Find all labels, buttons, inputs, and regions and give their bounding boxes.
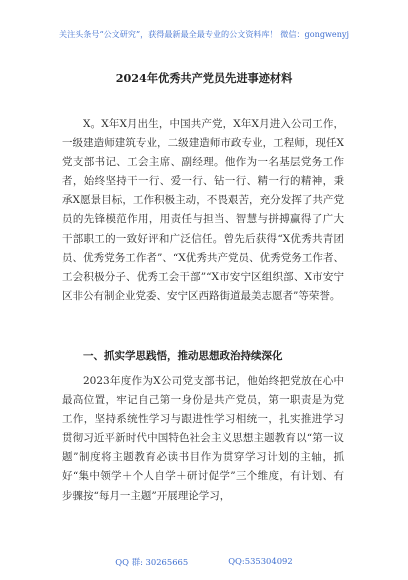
footer-qq-group: QQ 群: 30265665: [115, 557, 189, 567]
footer-contact: [0, 556, 408, 568]
section-heading: 一、抓实学思践悟，推动思想政治持续深化: [83, 350, 283, 362]
document-title: 2024年优秀共产党员先进事迹材料: [115, 71, 293, 85]
footer-qq: QQ:535304092: [228, 556, 293, 566]
header-note: 关注头条号“公文研究”，获得最新最全最专业的公文资料库！ 微信：gongwenyj: [58, 29, 350, 39]
body-paragraph-intro: X。X年X月出生，中国共产党，X年X月进入公司工作，一级建造师建筑专业，二级建造师市政专业，工程师，现任X党支部书记、工会主席、副经理。他作为一名基层党务工作者，始终坚持干一行、爱一行、钻一行、精一行的精神，秉承X愿景目标，工作积极主动，不畏艰苦，充分发挥了共产党员的先锋模范作用，用责任与担当、智慧与拼搏赢得了广大干部职工的一致好评和广泛信任。曾先后获得“X优秀共青团员、优秀党务工作者”、“X优秀共产党员、优秀党务工作者、工会积极分子、优秀工会干部”“X市安宁区组织部、X市安宁区非公有制企业党委、安宁区西路街道最美志愿者”等荣誉。: [62, 118, 344, 302]
body-paragraph-section-1: 2023年度作为X公司党支部书记，他始终把党放在心中最高位置，牢记自己第一身份是共产党员，第一职责是为党工作，坚持系统性学习与跟进性学习相统一，扎实推进学习贯彻习近平新时代中国特色社会主义思想主题教育以“第一议题”制度将主题教育必读书目作为贯穿学习计划的主轴，抓好“集中领学＋个人自学＋研讨促学”三个维度，有计划、有步骤按“每月一主题”开展理论学习，: [62, 375, 344, 502]
